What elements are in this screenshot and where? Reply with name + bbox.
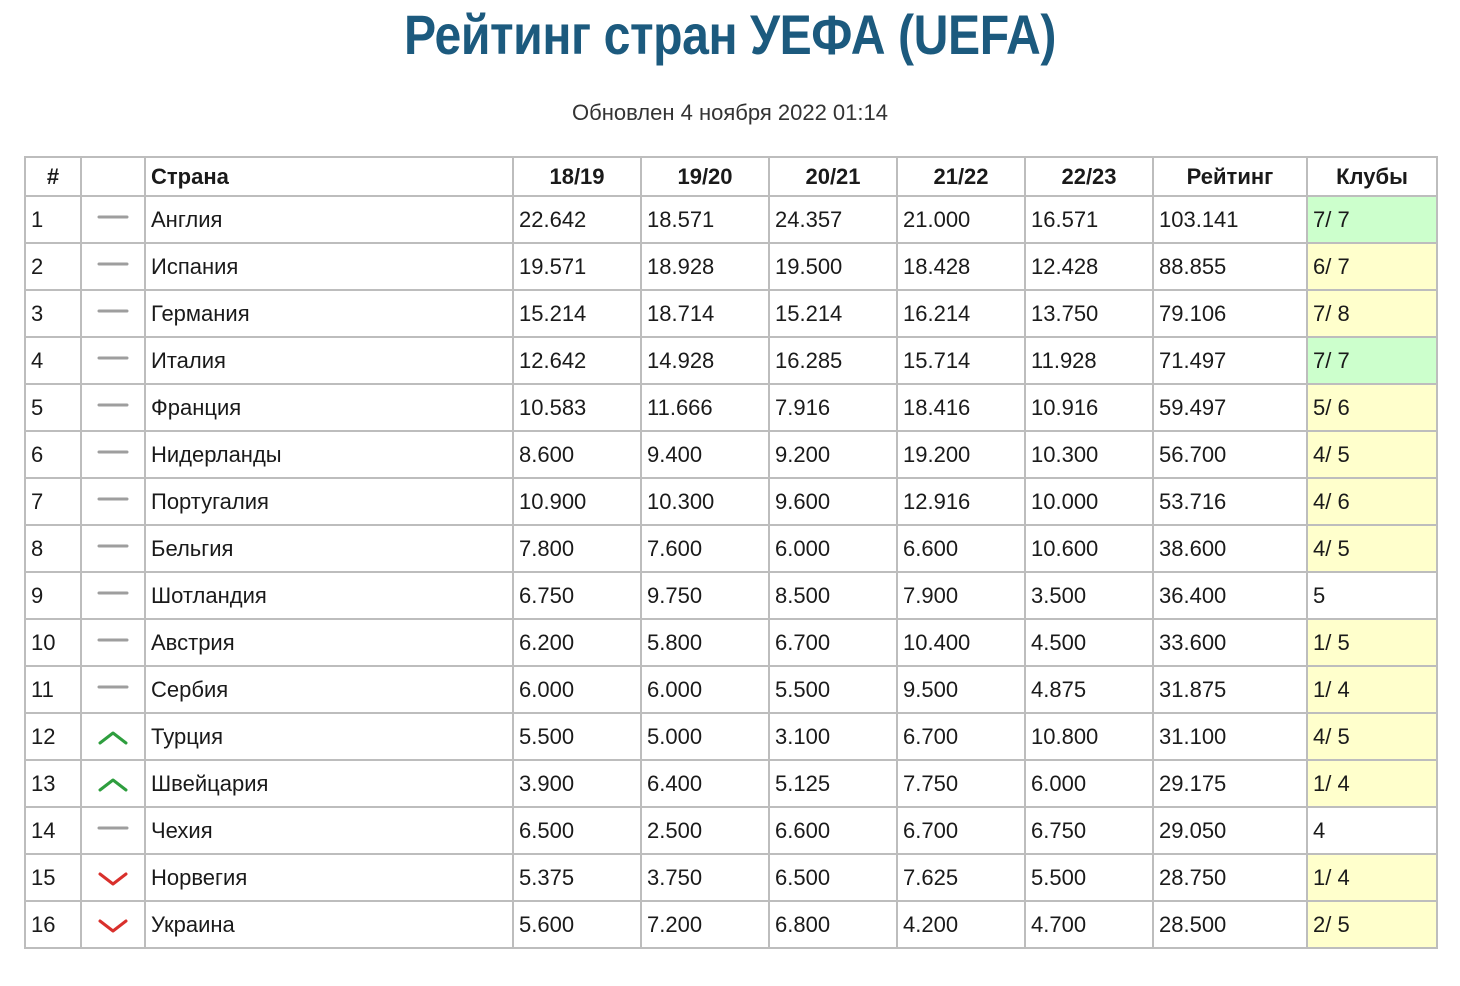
cell-country[interactable]: Бельгия <box>145 525 513 572</box>
cell-season-19-20: 3.750 <box>641 854 769 901</box>
cell-clubs: 1/ 5 <box>1307 619 1437 666</box>
cell-rating: 31.100 <box>1153 713 1307 760</box>
cell-rating: 29.050 <box>1153 807 1307 854</box>
cell-season-18-19: 19.571 <box>513 243 641 290</box>
cell-rating: 59.497 <box>1153 384 1307 431</box>
cell-season-21-22: 6.600 <box>897 525 1025 572</box>
cell-season-19-20: 7.200 <box>641 901 769 948</box>
cell-clubs: 5 <box>1307 572 1437 619</box>
cell-season-20-21: 6.800 <box>769 901 897 948</box>
cell-rating: 79.106 <box>1153 290 1307 337</box>
cell-season-21-22: 21.000 <box>897 196 1025 243</box>
cell-country[interactable]: Италия <box>145 337 513 384</box>
table-row[interactable] <box>25 290 1437 337</box>
cell-rank: 1 <box>25 196 81 243</box>
cell-season-20-21: 16.285 <box>769 337 897 384</box>
cell-clubs: 4 <box>1307 807 1437 854</box>
cell-season-22-23: 4.500 <box>1025 619 1153 666</box>
table-row[interactable] <box>25 243 1437 290</box>
cell-season-22-23: 10.600 <box>1025 525 1153 572</box>
cell-season-19-20: 6.400 <box>641 760 769 807</box>
cell-clubs: 7/ 7 <box>1307 337 1437 384</box>
cell-rating: 103.141 <box>1153 196 1307 243</box>
cell-season-22-23: 10.800 <box>1025 713 1153 760</box>
cell-rank: 3 <box>25 290 81 337</box>
cell-season-18-19: 7.800 <box>513 525 641 572</box>
cell-season-22-23: 6.000 <box>1025 760 1153 807</box>
cell-rating: 31.875 <box>1153 666 1307 713</box>
table-row[interactable] <box>25 478 1437 525</box>
cell-season-18-19: 22.642 <box>513 196 641 243</box>
cell-season-20-21: 6.000 <box>769 525 897 572</box>
cell-season-22-23: 11.928 <box>1025 337 1153 384</box>
cell-season-20-21: 9.200 <box>769 431 897 478</box>
cell-season-20-21: 8.500 <box>769 572 897 619</box>
trend-up-icon <box>96 727 130 749</box>
cell-trend <box>81 290 145 337</box>
cell-season-19-20: 18.714 <box>641 290 769 337</box>
cell-rating: 53.716 <box>1153 478 1307 525</box>
table-row[interactable] <box>25 713 1437 760</box>
cell-rating: 28.500 <box>1153 901 1307 948</box>
header-rating[interactable]: Рейтинг <box>1153 157 1307 196</box>
cell-clubs: 1/ 4 <box>1307 854 1437 901</box>
cell-season-18-19: 6.500 <box>513 807 641 854</box>
cell-rank: 6 <box>25 431 81 478</box>
cell-trend <box>81 666 145 713</box>
cell-rank: 11 <box>25 666 81 713</box>
cell-clubs: 7/ 7 <box>1307 196 1437 243</box>
table-row[interactable] <box>25 384 1437 431</box>
cell-season-19-20: 5.000 <box>641 713 769 760</box>
header-season-20-21[interactable]: 20/21 <box>769 157 897 196</box>
cell-season-21-22: 16.214 <box>897 290 1025 337</box>
cell-season-18-19: 6.750 <box>513 572 641 619</box>
cell-season-20-21: 9.600 <box>769 478 897 525</box>
cell-country[interactable]: Чехия <box>145 807 513 854</box>
cell-season-18-19: 6.200 <box>513 619 641 666</box>
cell-season-22-23: 10.000 <box>1025 478 1153 525</box>
cell-season-22-23: 4.700 <box>1025 901 1153 948</box>
table-row[interactable] <box>25 807 1437 854</box>
trend-down-icon <box>96 868 130 890</box>
cell-rating: 29.175 <box>1153 760 1307 807</box>
cell-trend <box>81 854 145 901</box>
table-row[interactable] <box>25 196 1437 243</box>
cell-season-20-21: 6.500 <box>769 854 897 901</box>
cell-country[interactable]: Сербия <box>145 666 513 713</box>
trend-down-icon <box>96 915 130 937</box>
cell-rank: 13 <box>25 760 81 807</box>
cell-season-20-21: 5.500 <box>769 666 897 713</box>
cell-season-20-21: 6.700 <box>769 619 897 666</box>
cell-season-20-21: 3.100 <box>769 713 897 760</box>
table-row[interactable] <box>25 854 1437 901</box>
cell-season-18-19: 10.900 <box>513 478 641 525</box>
cell-trend <box>81 572 145 619</box>
cell-season-21-22: 12.916 <box>897 478 1025 525</box>
cell-rank: 7 <box>25 478 81 525</box>
cell-country[interactable]: Шотландия <box>145 572 513 619</box>
cell-country[interactable]: Турция <box>145 713 513 760</box>
cell-rating: 71.497 <box>1153 337 1307 384</box>
cell-season-19-20: 14.928 <box>641 337 769 384</box>
table-row[interactable] <box>25 901 1437 948</box>
cell-season-18-19: 6.000 <box>513 666 641 713</box>
trend-same-icon <box>96 257 130 279</box>
cell-trend <box>81 525 145 572</box>
header-country[interactable]: Страна <box>145 157 513 196</box>
cell-clubs: 1/ 4 <box>1307 760 1437 807</box>
cell-country[interactable]: Испания <box>145 243 513 290</box>
cell-season-22-23: 10.300 <box>1025 431 1153 478</box>
cell-season-19-20: 10.300 <box>641 478 769 525</box>
cell-season-18-19: 5.375 <box>513 854 641 901</box>
cell-clubs: 2/ 5 <box>1307 901 1437 948</box>
cell-season-18-19: 12.642 <box>513 337 641 384</box>
table-header-row <box>25 157 1437 196</box>
cell-season-22-23: 4.875 <box>1025 666 1153 713</box>
cell-trend <box>81 243 145 290</box>
cell-country[interactable]: Германия <box>145 290 513 337</box>
cell-rating: 36.400 <box>1153 572 1307 619</box>
cell-season-21-22: 6.700 <box>897 807 1025 854</box>
table-row[interactable] <box>25 431 1437 478</box>
cell-trend <box>81 196 145 243</box>
cell-country[interactable]: Англия <box>145 196 513 243</box>
cell-rating: 88.855 <box>1153 243 1307 290</box>
cell-season-21-22: 18.428 <box>897 243 1025 290</box>
cell-season-21-22: 9.500 <box>897 666 1025 713</box>
header-season-18-19[interactable]: 18/19 <box>513 157 641 196</box>
trend-same-icon <box>96 680 130 702</box>
uefa-rating-table <box>24 156 1438 949</box>
cell-season-21-22: 6.700 <box>897 713 1025 760</box>
trend-same-icon <box>96 821 130 843</box>
cell-trend <box>81 431 145 478</box>
header-clubs[interactable]: Клубы <box>1307 157 1437 196</box>
cell-season-19-20: 18.928 <box>641 243 769 290</box>
cell-clubs: 6/ 7 <box>1307 243 1437 290</box>
table-row[interactable] <box>25 525 1437 572</box>
cell-clubs: 5/ 6 <box>1307 384 1437 431</box>
cell-country[interactable]: Нидерланды <box>145 431 513 478</box>
header-rank: # <box>25 157 81 196</box>
table-row[interactable] <box>25 760 1437 807</box>
cell-season-19-20: 2.500 <box>641 807 769 854</box>
cell-rating: 38.600 <box>1153 525 1307 572</box>
cell-season-19-20: 9.750 <box>641 572 769 619</box>
cell-rank: 9 <box>25 572 81 619</box>
trend-same-icon <box>96 304 130 326</box>
trend-same-icon <box>96 539 130 561</box>
table-row[interactable] <box>25 666 1437 713</box>
updated-timestamp: Обновлен 4 ноября 2022 01:14 <box>572 100 888 125</box>
table-row[interactable] <box>25 619 1437 666</box>
cell-clubs: 4/ 6 <box>1307 478 1437 525</box>
cell-season-20-21: 6.600 <box>769 807 897 854</box>
cell-rank: 14 <box>25 807 81 854</box>
cell-season-22-23: 13.750 <box>1025 290 1153 337</box>
cell-season-20-21: 7.916 <box>769 384 897 431</box>
cell-season-22-23: 16.571 <box>1025 196 1153 243</box>
trend-up-icon <box>96 774 130 796</box>
cell-country[interactable]: Австрия <box>145 619 513 666</box>
cell-season-22-23: 3.500 <box>1025 572 1153 619</box>
cell-trend <box>81 337 145 384</box>
cell-season-21-22: 15.714 <box>897 337 1025 384</box>
cell-rank: 10 <box>25 619 81 666</box>
cell-season-22-23: 10.916 <box>1025 384 1153 431</box>
cell-clubs: 4/ 5 <box>1307 525 1437 572</box>
cell-trend <box>81 478 145 525</box>
header-season-21-22[interactable]: 21/22 <box>897 157 1025 196</box>
cell-season-21-22: 7.900 <box>897 572 1025 619</box>
cell-trend <box>81 760 145 807</box>
trend-same-icon <box>96 351 130 373</box>
cell-clubs: 4/ 5 <box>1307 431 1437 478</box>
cell-season-21-22: 7.750 <box>897 760 1025 807</box>
cell-season-21-22: 19.200 <box>897 431 1025 478</box>
header-trend <box>81 157 145 196</box>
trend-same-icon <box>96 492 130 514</box>
cell-rank: 12 <box>25 713 81 760</box>
table-row[interactable] <box>25 572 1437 619</box>
cell-season-21-22: 10.400 <box>897 619 1025 666</box>
cell-rating: 56.700 <box>1153 431 1307 478</box>
cell-season-21-22: 18.416 <box>897 384 1025 431</box>
cell-rating: 33.600 <box>1153 619 1307 666</box>
cell-season-20-21: 24.357 <box>769 196 897 243</box>
trend-same-icon <box>96 398 130 420</box>
cell-trend <box>81 619 145 666</box>
cell-season-22-23: 6.750 <box>1025 807 1153 854</box>
cell-trend <box>81 713 145 760</box>
cell-rank: 16 <box>25 901 81 948</box>
cell-season-18-19: 5.500 <box>513 713 641 760</box>
cell-season-18-19: 5.600 <box>513 901 641 948</box>
table-body <box>25 196 1437 948</box>
cell-rank: 4 <box>25 337 81 384</box>
cell-season-19-20: 9.400 <box>641 431 769 478</box>
cell-country[interactable]: Норвегия <box>145 854 513 901</box>
cell-season-21-22: 4.200 <box>897 901 1025 948</box>
cell-season-19-20: 6.000 <box>641 666 769 713</box>
trend-same-icon <box>96 210 130 232</box>
cell-season-22-23: 12.428 <box>1025 243 1153 290</box>
cell-season-20-21: 15.214 <box>769 290 897 337</box>
page-title: Рейтинг стран УЕФА (UEFA) <box>403 3 1056 66</box>
header-season-19-20[interactable]: 19/20 <box>641 157 769 196</box>
table-row[interactable] <box>25 337 1437 384</box>
cell-season-18-19: 8.600 <box>513 431 641 478</box>
header-season-22-23[interactable]: 22/23 <box>1025 157 1153 196</box>
cell-season-18-19: 3.900 <box>513 760 641 807</box>
cell-rank: 15 <box>25 854 81 901</box>
cell-clubs: 4/ 5 <box>1307 713 1437 760</box>
cell-clubs: 1/ 4 <box>1307 666 1437 713</box>
trend-same-icon <box>96 445 130 467</box>
cell-season-19-20: 5.800 <box>641 619 769 666</box>
cell-country[interactable]: Украина <box>145 901 513 948</box>
cell-rank: 5 <box>25 384 81 431</box>
cell-rank: 2 <box>25 243 81 290</box>
cell-season-19-20: 7.600 <box>641 525 769 572</box>
trend-same-icon <box>96 633 130 655</box>
cell-country[interactable]: Швейцария <box>145 760 513 807</box>
trend-same-icon <box>96 586 130 608</box>
cell-trend <box>81 901 145 948</box>
cell-season-18-19: 15.214 <box>513 290 641 337</box>
cell-season-18-19: 10.583 <box>513 384 641 431</box>
cell-season-19-20: 11.666 <box>641 384 769 431</box>
cell-season-20-21: 5.125 <box>769 760 897 807</box>
cell-season-20-21: 19.500 <box>769 243 897 290</box>
cell-country[interactable]: Франция <box>145 384 513 431</box>
cell-season-21-22: 7.625 <box>897 854 1025 901</box>
cell-country[interactable]: Португалия <box>145 478 513 525</box>
cell-rating: 28.750 <box>1153 854 1307 901</box>
cell-season-19-20: 18.571 <box>641 196 769 243</box>
cell-trend <box>81 807 145 854</box>
cell-rank: 8 <box>25 525 81 572</box>
cell-clubs: 7/ 8 <box>1307 290 1437 337</box>
cell-season-22-23: 5.500 <box>1025 854 1153 901</box>
cell-trend <box>81 384 145 431</box>
